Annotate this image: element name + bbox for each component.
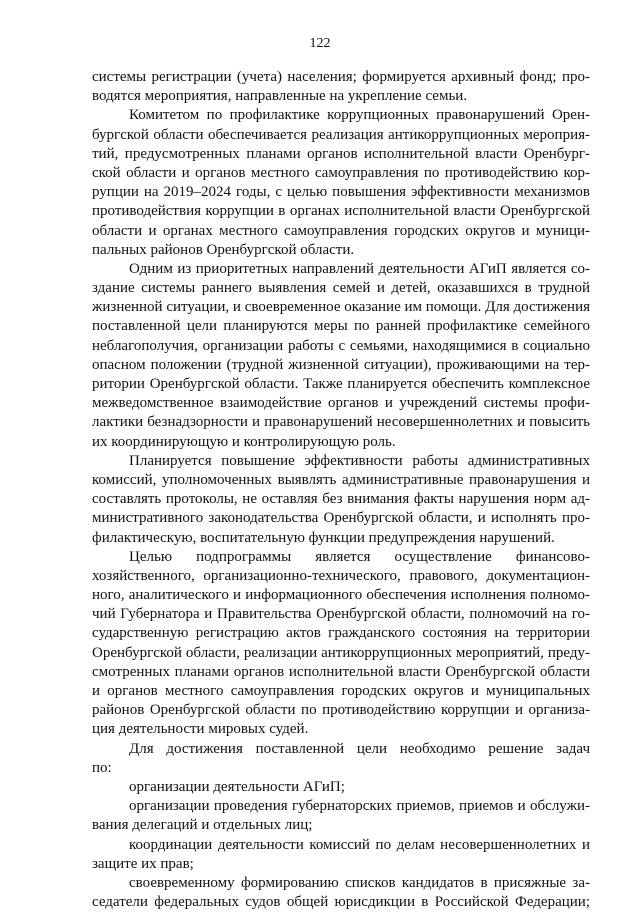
text-line: сударственную регистрацию актов гражданского состояния на территории — [92, 625, 590, 642]
text-line: лактики безнадзорности и правонарушений несовершеннолетних и повысить — [92, 414, 590, 431]
text-line: пальных районов Оренбургской области. — [92, 241, 355, 258]
text-line: седатели федеральных судов общей юрисдикции в Российской Федерации; — [92, 894, 590, 911]
text-line: Целью подпрограммы является осуществление финансово- — [129, 548, 590, 565]
text-line: межведомственное взаимодействие органов и учреждений системы профи- — [92, 395, 590, 412]
text-line: поставленной цели планируются меры по ранней профилактике семейного — [92, 318, 590, 335]
text-line: вания делегаций и отдельных лиц; — [92, 817, 313, 834]
text-line: ритории Оренбургской области. Также планируется обеспечить комплексное — [92, 376, 590, 392]
text-line: организации проведения губернаторских приемов, приемов и обслужи- — [129, 798, 590, 815]
text-line: Оренбургской области, реализации антикоррупционных мероприятий, преду- — [92, 644, 590, 661]
text-line: здание системы раннего выявления семей и детей, оказавшихся в трудной — [92, 280, 590, 297]
text-line: ской области и органов местного самоуправления по противодействию кор- — [92, 164, 590, 181]
text-line: смотренных планами органов исполнительной власти Оренбургской области — [92, 663, 590, 680]
text-line: министративного законодательства Оренбургской области, и исполнять про- — [92, 510, 590, 527]
text-line: филактическую, воспитательную функции предупреждения нарушений. — [92, 529, 555, 546]
text-line: рупции на 2019–2024 годы, с целью повышения эффективности механизмов — [92, 184, 590, 201]
text-line: и органов местного самоуправления городских округов и муниципальных — [92, 683, 590, 699]
text-line: комиссий, уполномоченных выявлять административные правонарушения и — [92, 471, 590, 488]
text-line: жизненной ситуации, и своевременное оказание им помощи. Для достижения — [92, 299, 590, 316]
text-line: Комитетом по профилактике коррупционных правонарушений Орен- — [129, 107, 590, 124]
text-line: координации деятельности комиссий по делам несовершеннолетних и — [129, 836, 590, 853]
page-number: 122 — [309, 36, 331, 51]
text-line: Одним из приоритетных направлений деятельности АГиП является со- — [129, 260, 590, 277]
text-line: системы регистрации (учета) населения; формируется архивный фонд; про- — [92, 69, 590, 85]
text-line: бургской области обеспечивается реализация антикоррупционных мероприя- — [92, 126, 590, 143]
text-line: чий Губернатора и Правительства Оренбургской области, полномочий на го- — [92, 606, 590, 623]
text-line: ция деятельности мировых судей. — [92, 721, 309, 738]
text-line: своевременному формированию списков кандидатов в присяжные за- — [129, 874, 590, 891]
body-text — [92, 68, 590, 912]
text-line: по: — [92, 759, 112, 776]
text-line: хозяйственного, организационно-технического, правового, документацион- — [92, 567, 590, 584]
text-line: организации деятельности АГиП; — [129, 778, 345, 795]
text-line: Для достижения поставленной цели необходимо решение задач — [129, 740, 590, 757]
text-line: противодействия коррупции в органах исполнительной власти Оренбургской — [92, 203, 590, 220]
text-line: их координирующую и контролирующую роль. — [92, 433, 396, 450]
text-line: районов Оренбургской области по противодействию коррупции и организа- — [92, 702, 590, 719]
text-line: области и органах местного самоуправления городских округов и муници- — [92, 222, 590, 239]
text-line: защите их прав; — [92, 855, 194, 872]
text-line: составлять протоколы, не оставляя без внимания факты нарушения норм ад- — [92, 491, 590, 508]
text-line: неблагополучия, организации работы с семьями, находящимися в социально — [92, 337, 590, 354]
text-line: водятся мероприятия, направленные на укрепление семьи. — [92, 88, 468, 105]
text-line: ного, аналитического и информационного обеспечения исполнения полномо- — [92, 587, 590, 604]
text-line: тий, предусмотренных планами органов исполнительной власти Оренбург- — [92, 145, 590, 162]
text-line: Планируется повышение эффективности работы административных — [129, 452, 590, 469]
text-line: опасном положении (трудной жизненной ситуации), проживающими на тер- — [92, 356, 590, 373]
